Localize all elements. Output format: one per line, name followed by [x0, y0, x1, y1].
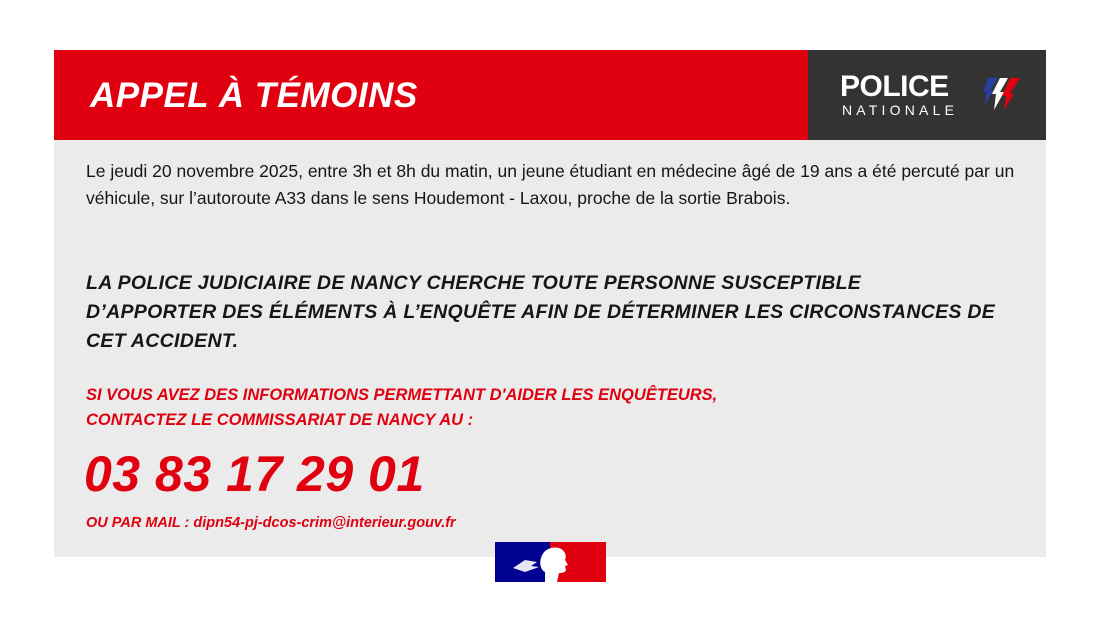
appeal-line: D’APPORTER DES ÉLÉMENTS À L’ENQUÊTE AFIN DE DÉTERMINER LES CIRCONSTANCES DE	[86, 301, 996, 323]
phone-number[interactable]: 03 83 17 29 01	[84, 446, 425, 502]
appeal-line: LA POLICE JUDICIAIRE DE NANCY CHERCHE TOUTE PERSONNE SUSCEPTIBLE	[86, 272, 862, 294]
appeal-statement	[86, 269, 1026, 356]
contact-line: CONTACTEZ LE COMMISSARIAT DE NANCY AU :	[86, 411, 474, 429]
appeal-line: CET ACCIDENT.	[86, 330, 239, 352]
email-contact[interactable]: OU PAR MAIL : dipn54-pj-dcos-crim@interieur.gouv.fr	[86, 515, 456, 531]
appeal-panel	[54, 50, 1046, 557]
republique-francaise-logo	[495, 542, 606, 582]
police-nationale-logo	[808, 50, 1046, 140]
contact-line: SI VOUS AVEZ DES INFORMATIONS PERMETTANT D'AIDER LES ENQUÊTEURS,	[86, 386, 718, 404]
logo-text-police: POLICE	[840, 70, 949, 103]
incident-description: Le jeudi 20 novembre 2025, entre 3h et 8h du matin, un jeune étudiant en médecine âgé de 19 ans a été percuté par un véhicule, sur l’autoroute A33 dans le sens Houdemont - Laxou, proche de la sortie Brabois.	[86, 161, 1015, 208]
header-banner	[54, 50, 808, 140]
contact-instructions	[86, 383, 717, 433]
logo-text-nationale: NATIONALE	[842, 102, 959, 118]
page-title: APPEL À TÉMOINS	[90, 76, 418, 115]
tricolor-flag-icon	[980, 76, 1020, 112]
